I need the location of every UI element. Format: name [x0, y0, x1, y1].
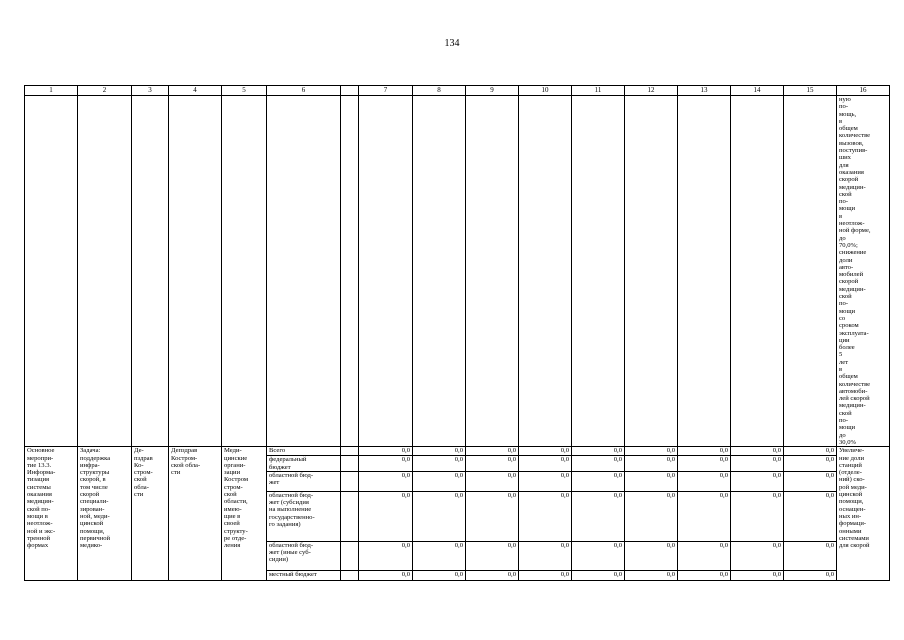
text-line: в [839, 117, 843, 125]
header-cell: 3 [132, 86, 169, 96]
value-cell: 0,0 [678, 471, 731, 491]
text-line: неотлож- [839, 220, 865, 228]
header-cell: 15 [784, 86, 837, 96]
value-cell: 0,0 [678, 491, 731, 541]
text-line: системы [27, 483, 51, 491]
text-line: до [839, 234, 846, 242]
text-line: зирован- [80, 505, 105, 513]
text-line: поддержка [80, 454, 111, 462]
value-cell: 0,0 [359, 541, 413, 570]
value-cell: 0,0 [572, 541, 625, 570]
text-line: в [839, 365, 843, 373]
empty-cell [625, 96, 678, 447]
text-line: автомоби- [839, 387, 868, 395]
activity-row [25, 447, 890, 456]
text-line: авто- [839, 263, 854, 271]
text-line: по- [839, 198, 849, 206]
text-line: по- [839, 300, 849, 308]
header-cell: 4 [169, 86, 222, 96]
text-line: ной и экс- [27, 527, 56, 535]
text-line: зации [224, 469, 241, 477]
empty-cell [359, 96, 413, 447]
value-cell: 0,0 [413, 570, 466, 580]
text-line: Задача: [80, 447, 101, 455]
text-line: областной бюд- [269, 471, 314, 479]
funding-source-cell [267, 447, 341, 456]
funding-source-cell [267, 541, 341, 570]
header-cell: 8 [413, 86, 466, 96]
text-line: системами [839, 534, 869, 542]
funding-source-cell [267, 456, 341, 472]
text-line: специали- [80, 498, 109, 506]
empty-cell [78, 96, 132, 447]
funding-source-cell [267, 491, 341, 541]
value-cell: 0,0 [678, 570, 731, 580]
text-line: скорой, в [80, 476, 106, 484]
text-line: вызовов, [839, 139, 864, 147]
text-line: сидии) [269, 556, 289, 564]
value-cell: 0,0 [413, 456, 466, 472]
header-cell: 12 [625, 86, 678, 96]
value-cell: 0,0 [519, 570, 572, 580]
text-line: скорой [839, 278, 859, 286]
empty-cell [341, 570, 359, 580]
text-line: на выполнение [269, 506, 312, 514]
value-cell: 0,0 [413, 471, 466, 491]
text-line: ской [839, 190, 852, 198]
text-line: жет [269, 479, 280, 487]
text-line: ной форме, [839, 227, 871, 235]
text-line: оснащен- [839, 505, 866, 513]
value-cell: 0,0 [572, 456, 625, 472]
empty-cell [413, 96, 466, 447]
text-line: имею- [224, 505, 242, 513]
header-cell: 2 [78, 86, 132, 96]
value-cell: 0,0 [466, 541, 519, 570]
header-cell: 11 [572, 86, 625, 96]
text-line: сти [171, 469, 181, 477]
text-line: доли [839, 256, 853, 264]
value-cell: 0,0 [784, 447, 837, 456]
empty-cell [25, 96, 78, 447]
value-cell: 0,0 [519, 447, 572, 456]
value-cell: 0,0 [519, 471, 572, 491]
value-cell: 0,0 [413, 541, 466, 570]
text-line: областной бюд- [269, 491, 314, 499]
value-cell: 0,0 [359, 456, 413, 472]
text-line: оказания [27, 491, 52, 499]
header-cell: 5 [222, 86, 267, 96]
text-line: Увеличе- [839, 447, 865, 455]
header-row [25, 86, 890, 96]
text-line: ших [839, 154, 851, 162]
measure-cell [25, 447, 78, 581]
text-line: ления [224, 542, 241, 550]
value-cell: 0,0 [731, 541, 784, 570]
text-line: ской по- [27, 505, 51, 513]
text-line: количестве [839, 132, 871, 140]
text-line: стром- [134, 469, 153, 477]
text-line: неотлож- [27, 520, 53, 528]
empty-cell [341, 471, 359, 491]
executor-cell [132, 447, 169, 581]
funding-source-cell [267, 570, 341, 580]
empty-cell [132, 96, 169, 447]
value-cell: 0,0 [625, 491, 678, 541]
value-cell: 0,0 [784, 471, 837, 491]
value-cell: 0,0 [359, 570, 413, 580]
text-line: меропри- [27, 454, 54, 462]
text-line: первичной [80, 534, 111, 542]
text-line: медицин- [839, 402, 866, 410]
text-line: формаци- [839, 520, 867, 528]
indicator-cell [837, 447, 890, 581]
participant-cell [222, 447, 267, 581]
text-line: оказания [839, 168, 864, 176]
funding-source-cell [267, 471, 341, 491]
value-cell: 0,0 [625, 447, 678, 456]
text-line: ции [839, 336, 850, 344]
text-line: онными [839, 527, 862, 535]
text-line: Костром- [171, 454, 198, 462]
text-line: лей скорой [839, 395, 870, 403]
text-line: жет (иные суб- [269, 549, 311, 557]
value-cell: 0,0 [625, 570, 678, 580]
value-cell: 0,0 [731, 471, 784, 491]
empty-cell [222, 96, 267, 447]
text-line: ской [839, 293, 852, 301]
text-line: 5 [839, 351, 843, 359]
value-cell: 0,0 [466, 456, 519, 472]
text-line: обла- [134, 483, 149, 491]
empty-cell [731, 96, 784, 447]
text-line: ние доли [839, 454, 865, 462]
text-line: медико- [80, 542, 103, 550]
value-cell: 0,0 [466, 447, 519, 456]
text-line: со [839, 314, 846, 322]
value-cell: 0,0 [519, 491, 572, 541]
empty-cell [341, 541, 359, 570]
text-line: мощи [839, 424, 856, 432]
text-line: Всего [269, 447, 286, 455]
value-cell: 0,0 [678, 456, 731, 472]
text-line: федеральный [269, 456, 307, 464]
value-cell: 0,0 [572, 471, 625, 491]
text-line: по- [839, 417, 849, 425]
text-line: ской [839, 409, 852, 417]
text-line: тизация [27, 476, 50, 484]
text-line: скорой [839, 176, 859, 184]
empty-cell [341, 456, 359, 472]
text-line: до [839, 431, 846, 439]
text-line: мобилей [839, 271, 864, 279]
empty-cell [519, 96, 572, 447]
text-line: мощи в [27, 512, 48, 520]
value-cell: 0,0 [413, 491, 466, 541]
text-line: цинской [80, 520, 104, 528]
text-line: местный бюджет [269, 570, 317, 578]
text-line: рой меди- [839, 483, 867, 491]
text-line: области, [224, 498, 248, 506]
text-line: помощи, [80, 527, 105, 535]
value-cell: 0,0 [731, 570, 784, 580]
text-line: по- [839, 103, 849, 111]
text-line: Депздрав [171, 447, 198, 455]
text-line: том числе [80, 483, 108, 491]
text-line: органи- [224, 461, 246, 469]
text-line: ре отде- [224, 534, 247, 542]
value-cell: 0,0 [678, 447, 731, 456]
text-line: мощь, [839, 110, 857, 118]
text-line: мощи [839, 307, 856, 315]
text-line: ную [839, 96, 851, 103]
value-cell: 0,0 [625, 456, 678, 472]
text-line: Костром [224, 476, 249, 484]
value-cell: 0,0 [625, 541, 678, 570]
header-cell: 10 [519, 86, 572, 96]
text-line: поступив- [839, 147, 868, 155]
header-cell: 14 [731, 86, 784, 96]
empty-cell [341, 491, 359, 541]
text-line: Меди- [224, 447, 242, 455]
program-table [24, 85, 890, 581]
page-number: 134 [444, 38, 460, 49]
text-line: тие 13.3. [27, 461, 52, 469]
value-cell: 0,0 [359, 471, 413, 491]
text-line: пздрав [134, 454, 153, 462]
text-line: общем [839, 373, 858, 381]
text-line: в [839, 212, 843, 220]
empty-cell [341, 96, 359, 447]
text-line: инфра- [80, 461, 100, 469]
text-line: тренной [27, 534, 51, 542]
text-line: количестве [839, 380, 871, 388]
text-line: мощи [839, 205, 856, 213]
empty-cell [466, 96, 519, 447]
text-line: эксплуата- [839, 329, 869, 337]
text-line: ных ин- [839, 512, 862, 520]
text-line: сроком [839, 322, 859, 330]
text-line: областной бюд- [269, 541, 314, 549]
empty-cell [784, 96, 837, 447]
value-cell: 0,0 [731, 456, 784, 472]
value-cell: 0,0 [625, 471, 678, 491]
text-line: скорой [80, 491, 100, 499]
text-line: Информа- [27, 469, 56, 477]
text-line: общем [839, 125, 858, 133]
header-cell: 1 [25, 86, 78, 96]
text-line: структу- [224, 527, 248, 535]
text-line: Основное [27, 447, 55, 455]
text-line: структуры [80, 469, 110, 477]
value-cell: 0,0 [572, 570, 625, 580]
text-line: сти [134, 491, 144, 499]
value-cell: 0,0 [359, 447, 413, 456]
task-cell [78, 447, 132, 581]
text-line: го задания) [269, 521, 301, 529]
text-line: помощи, [839, 498, 864, 506]
text-line: цинской [839, 491, 863, 499]
value-cell: 0,0 [572, 447, 625, 456]
value-cell: 0,0 [784, 456, 837, 472]
value-cell: 0,0 [678, 541, 731, 570]
value-cell: 0,0 [519, 541, 572, 570]
value-cell: 0,0 [413, 447, 466, 456]
text-line: щие в [224, 512, 241, 520]
header-cell: 6 [267, 86, 341, 96]
text-line: для скорой [839, 542, 870, 550]
text-line: 30,0% [839, 438, 857, 446]
text-line: ской [134, 476, 147, 484]
value-cell: 0,0 [466, 570, 519, 580]
value-cell: 0,0 [784, 541, 837, 570]
header-cell [341, 86, 359, 96]
text-line: Де- [134, 447, 144, 455]
text-line: жет (субсидия [269, 499, 309, 507]
text-line: ской [224, 491, 237, 499]
text-line: (отделе- [839, 469, 862, 477]
text-line: цинские [224, 454, 248, 462]
value-cell: 0,0 [784, 491, 837, 541]
text-line: ской обла- [171, 461, 201, 469]
text-line: лет [839, 358, 849, 366]
text-line: снижение [839, 249, 867, 257]
result-indicator-cell [837, 96, 890, 447]
text-line: стром- [224, 483, 243, 491]
empty-cell [267, 96, 341, 447]
text-line: более [839, 344, 855, 352]
header-cell: 13 [678, 86, 731, 96]
text-line: Ко- [134, 461, 144, 469]
value-cell: 0,0 [572, 491, 625, 541]
text-line: ной, меди- [80, 512, 110, 520]
text-line: ний) ско- [839, 476, 865, 484]
continuation-row [25, 96, 890, 447]
value-cell: 0,0 [731, 491, 784, 541]
value-cell: 0,0 [466, 491, 519, 541]
empty-cell [169, 96, 222, 447]
text-line: своей [224, 520, 240, 528]
text-line: медицин- [839, 285, 866, 293]
text-line: для [839, 161, 849, 169]
text-line: формах [27, 542, 49, 550]
value-cell: 0,0 [731, 447, 784, 456]
text-line: 70,0%; [839, 241, 858, 249]
value-cell: 0,0 [359, 491, 413, 541]
empty-cell [572, 96, 625, 447]
text-line: станций [839, 461, 862, 469]
text-line: бюджет [269, 463, 291, 471]
empty-cell [678, 96, 731, 447]
header-cell: 16 [837, 86, 890, 96]
value-cell: 0,0 [466, 471, 519, 491]
empty-cell [341, 447, 359, 456]
text-line: государственно- [269, 513, 315, 521]
header-cell: 9 [466, 86, 519, 96]
value-cell: 0,0 [784, 570, 837, 580]
coexecutor-cell [169, 447, 222, 581]
text-line: медицин- [839, 183, 866, 191]
header-cell: 7 [359, 86, 413, 96]
text-line: медицин- [27, 498, 54, 506]
value-cell: 0,0 [519, 456, 572, 472]
